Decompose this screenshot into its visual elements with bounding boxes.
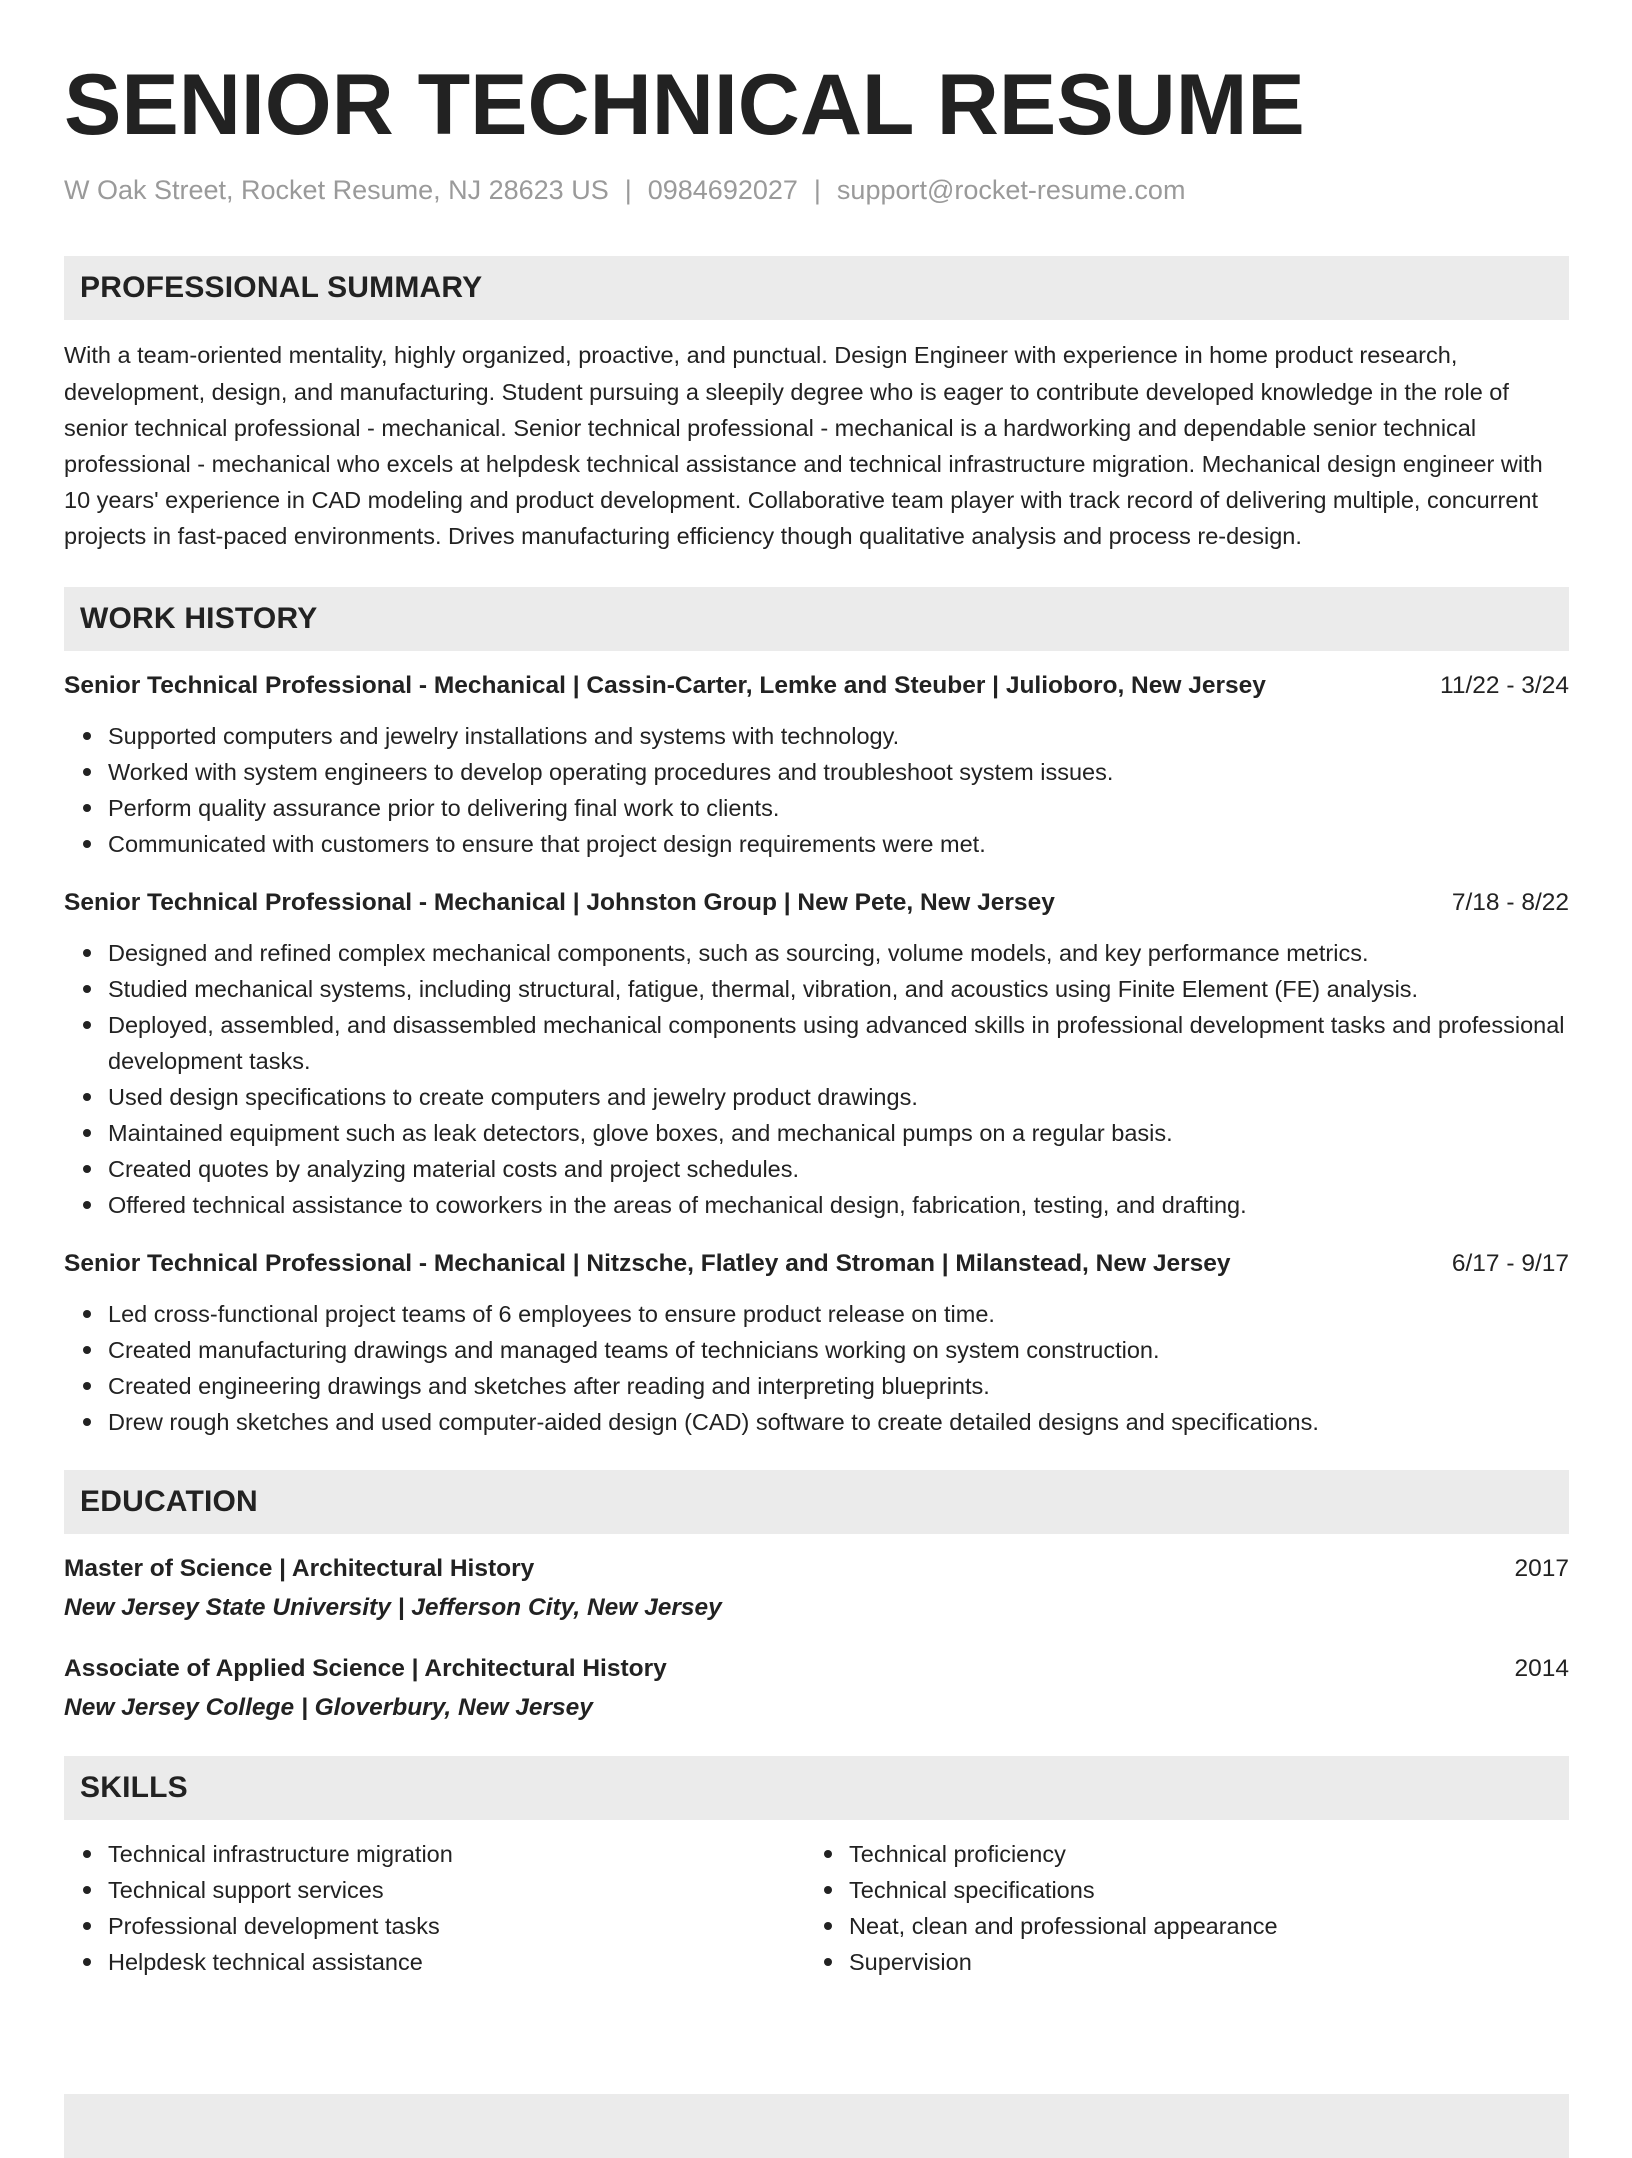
job-header <box>64 1247 1569 1281</box>
contact-email: support@rocket-resume.com <box>836 175 1186 205</box>
education-section-header: EDUCATION <box>64 1470 1569 1534</box>
job-bullets <box>64 1296 1569 1440</box>
education-degree: Associate of Applied Science | Architectural History <box>64 1654 667 1682</box>
job-bullet: Created manufacturing drawings and managed teams of technicians working on system construction. <box>108 1332 1569 1368</box>
job-entry <box>64 669 1569 862</box>
job-bullet: Created engineering drawings and sketches after reading and interpreting blueprints. <box>108 1368 1569 1404</box>
summary-section-header: PROFESSIONAL SUMMARY <box>64 256 1569 320</box>
skills-section-header: SKILLS <box>64 1756 1569 1820</box>
education-header <box>64 1652 1569 1686</box>
job-bullet: Offered technical assistance to coworkers in the areas of mechanical design, fabrication, testing, and drafting. <box>108 1187 1569 1223</box>
job-title: Senior Technical Professional - Mechanical | Johnston Group | New Pete, New Jersey <box>64 888 1055 916</box>
job-bullet: Created quotes by analyzing material costs and project schedules. <box>108 1151 1569 1187</box>
job-bullets <box>64 718 1569 862</box>
job-dates: 7/18 - 8/22 <box>1451 888 1569 916</box>
job-title: Senior Technical Professional - Mechanical | Nitzsche, Flatley and Stroman | Milanstead, New Jersey <box>64 1249 1231 1277</box>
skills-list <box>64 1836 805 1980</box>
skill-item: Supervision <box>849 1944 1546 1980</box>
resume-title: SENIOR TECHNICAL RESUME <box>64 57 1305 153</box>
job-entry <box>64 1247 1569 1440</box>
education-header <box>64 1552 1569 1586</box>
contact-separator: | <box>813 175 821 205</box>
skill-item: Technical infrastructure migration <box>108 1836 805 1872</box>
skill-item: Technical specifications <box>849 1872 1546 1908</box>
job-bullet: Supported computers and jewelry installations and systems with technology. <box>108 718 1569 754</box>
summary-text: With a team-oriented mentality, highly organized, proactive, and punctual. Design Engineer with experience in home product research, development, design, and manufacturing. Student pursuing a sleepily degree who is eager to contribute developed knowledge in the role of senior technical professional - mechanical. Senior technical professional - mechanical is a hardworking and dependable senior technical professional - mechanical who excels at helpdesk technical assistance and technical infrastructure migration. Mechanical design engineer with 10 years' experience in CAD modeling and product development. Collaborative team player with track record of delivering multiple, concurrent projects in fast-paced environments. Drives manufacturing efficiency though qualitative analysis and process re-design. <box>64 342 1543 550</box>
skills-column-left <box>64 1836 805 1980</box>
job-title: Senior Technical Professional - Mechanical | Cassin-Carter, Lemke and Steuber | Julioboro, New Jersey <box>64 671 1266 699</box>
education-entry <box>64 1552 1569 1626</box>
job-bullet: Studied mechanical systems, including structural, fatigue, thermal, vibration, and acoustics using Finite Element (FE) analysis. <box>108 971 1569 1007</box>
next-section-header-partial <box>64 2094 1569 2158</box>
work-history-section-header: WORK HISTORY <box>64 587 1569 651</box>
job-bullet: Led cross-functional project teams of 6 employees to ensure product release on time. <box>108 1296 1569 1332</box>
skills-grid <box>64 1836 1569 1980</box>
skill-item: Professional development tasks <box>108 1908 805 1944</box>
job-bullet: Worked with system engineers to develop operating procedures and troubleshoot system issues. <box>108 754 1569 790</box>
skill-item: Technical support services <box>108 1872 805 1908</box>
job-bullet: Perform quality assurance prior to delivering final work to clients. <box>108 790 1569 826</box>
job-dates: 11/22 - 3/24 <box>1440 671 1569 699</box>
contact-address: W Oak Street, Rocket Resume, NJ 28623 US <box>64 175 609 205</box>
job-bullet: Designed and refined complex mechanical components, such as sourcing, volume models, and key performance metrics. <box>108 935 1569 971</box>
skill-item: Helpdesk technical assistance <box>108 1944 805 1980</box>
skill-item: Neat, clean and professional appearance <box>849 1908 1546 1944</box>
contact-phone: 0984692027 <box>647 175 798 205</box>
education-year: 2014 <box>1514 1654 1569 1682</box>
job-bullet: Drew rough sketches and used computer-aided design (CAD) software to create detailed designs and specifications. <box>108 1404 1569 1440</box>
job-bullets <box>64 935 1569 1223</box>
education-degree: Master of Science | Architectural History <box>64 1554 535 1582</box>
job-bullet: Deployed, assembled, and disassembled mechanical components using advanced skills in professional development tasks and professional development tasks. <box>108 1007 1569 1079</box>
job-header <box>64 669 1569 703</box>
contact-separator: | <box>624 175 632 205</box>
education-entry <box>64 1652 1569 1726</box>
contact-line <box>64 174 1569 206</box>
education-school: New Jersey College | Gloverbury, New Jersey <box>64 1693 593 1721</box>
education-year: 2017 <box>1514 1554 1569 1582</box>
skill-item: Technical proficiency <box>849 1836 1546 1872</box>
education-school: New Jersey State University | Jefferson City, New Jersey <box>64 1593 722 1621</box>
job-bullet: Communicated with customers to ensure that project design requirements were met. <box>108 826 1569 862</box>
job-header <box>64 886 1569 920</box>
job-entry <box>64 886 1569 1223</box>
skills-column-right <box>805 1836 1546 1980</box>
job-bullet: Maintained equipment such as leak detectors, glove boxes, and mechanical pumps on a regular basis. <box>108 1115 1569 1151</box>
job-bullet: Used design specifications to create computers and jewelry product drawings. <box>108 1079 1569 1115</box>
job-dates: 6/17 - 9/17 <box>1451 1249 1569 1277</box>
skills-list <box>805 1836 1546 1980</box>
